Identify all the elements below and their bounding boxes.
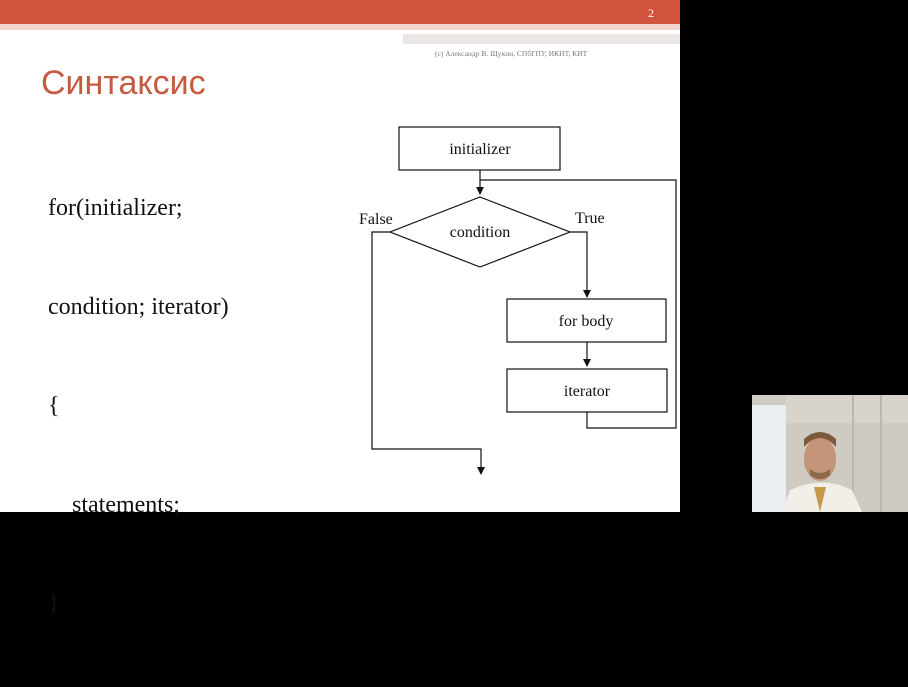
code-line: } [48, 591, 60, 617]
false-branch-arrow [372, 232, 481, 474]
webcam-overlay [752, 395, 908, 512]
code-line: { [48, 393, 60, 419]
presenter-video [752, 395, 908, 512]
code-line: for(initializer; [48, 195, 183, 221]
for-body-label: for body [558, 313, 614, 330]
iterator-label: iterator [563, 383, 611, 400]
slide-title: Синтаксис [41, 64, 206, 102]
slide-number: 2 [648, 6, 654, 20]
code-line: condition; iterator) [48, 294, 229, 320]
initializer-label: initializer [449, 141, 511, 158]
slide-footer: (с) Александр В. Щукин, СПбГПУ, ИКНТ, КИТ [435, 49, 588, 58]
false-label: False [359, 211, 393, 228]
condition-label: condition [449, 224, 511, 241]
code-line: statements; [48, 492, 180, 518]
true-label: True [575, 210, 605, 227]
true-branch-arrow [570, 232, 587, 297]
